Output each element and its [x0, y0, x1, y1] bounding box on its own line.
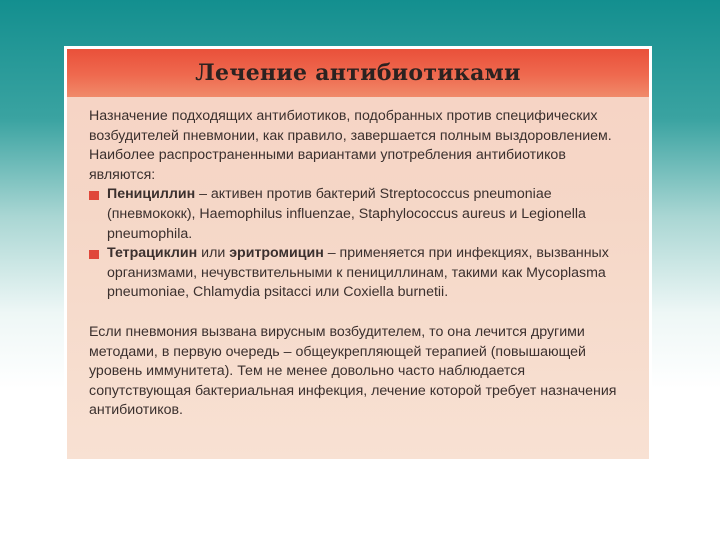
card-title: Лечение антибиотиками — [195, 60, 521, 86]
card-body — [89, 107, 629, 421]
item-connector: или — [197, 245, 230, 262]
item-text: – применяется при инфекциях, вызванных организмами, нечувствительными к пенициллинам, такими как Mycoplasma pneumoniae, Chlamydia psitacci или Coxiella burnetii. — [107, 245, 609, 301]
antibiotic-list — [89, 185, 629, 303]
list-item-penicillin — [89, 185, 629, 244]
list-item-tetracycline — [89, 244, 629, 303]
bullet-square-icon — [89, 191, 99, 200]
title-bar — [67, 49, 649, 97]
spacer — [89, 303, 629, 323]
bullet-square-icon — [89, 250, 99, 259]
intro-paragraph: Назначение подходящих антибиотиков, подобранных против специфических возбудителей пневмонии, как правило, завершается полным выздоровлением. Наиболее распространенными вариантами употребления антибиотиков являются: — [89, 108, 612, 183]
item-term: Тетрациклин — [107, 245, 198, 262]
closing-paragraph: Если пневмония вызвана вирусным возбудителем, то она лечится другими методами, в первую очередь – общеукрепляющей терапией (повышающей уровень иммунитета). Тем не менее довольно часто наблюдается сопутствующая бактериальная инфекция, лечение которой требует назначения антибиотиков. — [89, 323, 617, 419]
item-term: Пенициллин — [107, 186, 196, 203]
item-text: – активен против бактерий Streptococcus pneumoniae (пневмококк), Haemophilus influenzae, Staphylococcus aureus и Legionella pneumophila. — [107, 186, 586, 242]
item-term-secondary: эритромицин — [229, 245, 324, 262]
info-card — [66, 48, 650, 460]
